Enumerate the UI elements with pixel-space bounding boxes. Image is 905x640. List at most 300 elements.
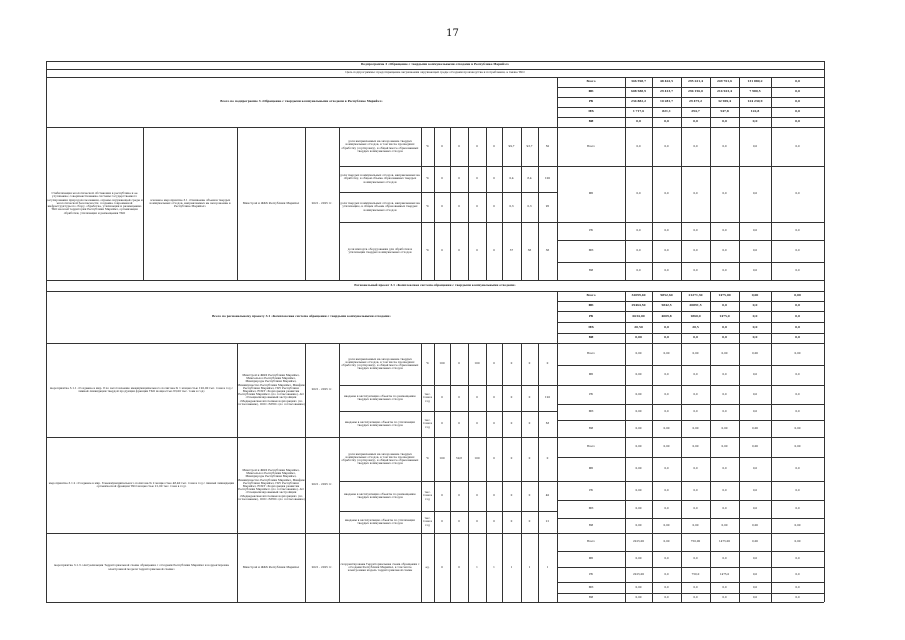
subprogram-total-value-text: 0,0 [722,119,727,124]
indicator-value-text: 0 [458,204,460,209]
m311-funding-value-text: 0,00 [752,425,758,430]
activity-funding-value-text: 0,0 [693,228,698,233]
m311-funding-value [710,385,739,404]
indicator-value [434,385,450,411]
m311-funding-value-text: 0,0 [693,372,698,377]
indicator-value [486,533,502,602]
indicator-value [502,511,521,533]
m313-funding-value-text: 1475,0 [719,571,730,576]
indicator-unit-text: ед. [425,564,430,569]
indicator-value-text: 8,4 [527,176,532,181]
m313-period [305,533,339,602]
activity-funding-value-text: 0,0 [664,143,669,148]
indicator-value [468,127,486,166]
indicator-value [521,343,538,385]
subprogram-total-value-text: 131 880,2 [747,79,763,84]
indicator-value [450,511,468,533]
activity-funding-value [739,166,771,222]
indicator-name-text: введены в эксплуатацию объекты по размещению твердых коммунальных отходов [344,491,416,499]
project-total-value-text: 0,0 [693,335,698,340]
activity-funding-source-2 [557,222,625,240]
indicator-value [538,481,557,511]
m312-funding-value [739,481,771,500]
indicator-value-text: 0 [493,361,495,366]
indicator-value [538,437,557,481]
indicator-value [502,533,521,602]
m313-funding-value-text: 0,0 [752,584,758,589]
subprogram-total-value [710,97,739,107]
indicator-value-text: 0 [441,143,443,148]
m312-funding-value [652,457,681,481]
project-total-source-2 [557,311,625,322]
indicator-name-text: доля направленных на захоронение твердых коммунальных отходов, в том числе прошедших обработку (сортировку), в общей массе образованных твердых коммунальных отходов [341,356,419,371]
m313-funding-value [739,533,771,551]
m311-funding-value-text: 0,00 [794,351,801,356]
m311-funding-value [652,385,681,404]
indicator-value-text: 36 [545,248,550,253]
activity-executor-text: Минстрой и ЖКХ Республики Марийэл [242,200,300,205]
project-total-value [771,322,824,333]
project-total-value [625,322,652,333]
indicator-value-text: 36 [527,248,532,253]
subprogram-total-value [625,117,652,127]
indicator-value-text: 0 [476,421,478,426]
m311-funding-value [771,365,824,385]
indicator-value [538,222,557,280]
m312-funding-value [625,500,652,518]
subprogram-total-source-0-text: Всего [586,79,596,84]
subprogram-total-value [710,87,739,97]
m311-funding-value-text: 0,0 [722,409,727,414]
activity-funding-source-3-text: МБ [588,248,594,253]
project-total-value [710,291,739,301]
m313-funding-value-text: 0,00 [635,584,642,589]
m312-funding-source-1 [557,457,625,481]
activity-period-text: 2021 - 2025 гг. [311,200,333,205]
activity-funding-value [739,222,771,240]
m311-funding-value [681,365,710,385]
activity-executor [237,127,305,280]
m311-funding-value-text: 0,0 [795,409,800,414]
indicator-value-text: 0 [458,176,460,181]
m312-funding-value-text: 0,0 [722,466,727,471]
m313-funding-value [771,533,824,551]
subprogram-total-value [681,107,710,117]
activity-funding-source-4 [557,262,625,280]
indicator-name [339,166,421,192]
activity-funding-value [710,240,739,262]
indicator-value [538,127,557,166]
indicator-value-text: 0 [493,204,495,209]
indicator-value [450,533,468,602]
indicator-value [486,166,502,192]
activity-funding-source-0-text: Всего [586,143,596,148]
project-total-value [739,291,771,301]
project-total-value [652,301,681,311]
m313-funding-value-text: 0,0 [795,584,800,589]
subprogram-total-value-text: 0,0 [795,89,800,94]
indicator-unit-text: тыс. тонн в год [422,392,433,403]
indicator-unit [421,511,434,533]
m313-funding-source-1-text: ФБ [588,556,594,561]
m311-funding-value-text: 0,0 [795,372,800,377]
indicator-name-text: скорректирована Территориальная схема обращения с отходами Республики Марийэл, в том числе электронная модель территориальной схемы [340,561,420,573]
m312-funding-value [739,500,771,518]
indicator-value-text: 0 [476,519,478,524]
activity-funding-value [625,127,652,166]
m313-funding-value-text: 0,0 [693,584,698,589]
m311-funding-source-0-text: Всего [586,351,596,356]
project-total-source-3 [557,322,625,333]
indicator-value-text: 0 [546,456,549,461]
m312-funding-value-text: 0,00 [752,522,758,527]
project-total-value-text: 5842,5 [661,303,672,308]
project-total-source-4-text: ВИ [588,335,594,340]
indicator-value-text: 100 [474,361,480,366]
indicator-unit [421,533,434,602]
m311-funding-value [652,343,681,365]
m312-funding-value [681,481,710,500]
m312-funding-value [771,437,824,457]
activity-funding-value-text: 0,0 [795,228,800,233]
project-total-value [681,322,710,333]
m311-funding-value-text: 0,0 [693,391,698,396]
project-total-label [46,291,557,343]
m312-funding-value-text: 0,00 [794,444,801,449]
indicator-unit-text: % [426,176,429,181]
activity-funding-value-text: 0,0 [752,191,758,196]
m313-funding-value [681,551,710,567]
subprogram-total-value [652,117,681,127]
project-total-value-text: 0,0 [795,335,800,340]
indicator-value [521,166,538,192]
activity-funding-value-text: 0,0 [795,143,800,148]
m312-funding-value [771,518,824,533]
subprogram-total-value [681,87,710,97]
m312-funding-source-4 [557,518,625,533]
subprogram-total-source-1-text: ФБ [588,89,594,94]
project-total-value-text: 21271,30 [688,293,703,298]
program-table [46,61,824,603]
m311-funding-value [652,365,681,385]
activity-funding-value-text: 0,0 [752,268,758,273]
m311-funding-value-text: 0,0 [693,409,698,414]
m312-funding-value [652,500,681,518]
indicator-value-text: 95 [545,204,550,209]
subprogram-total-value-text: 608 588,9 [631,89,646,94]
subprogram-total-value-text: 124 230,9 [747,99,763,104]
m313-funding-value-text: 0,00 [663,539,670,544]
m311-funding-value-text: 0,0 [795,391,800,396]
indicator-value-text: 0 [458,395,460,400]
subprogram-total-source-3-text: МБ [588,109,594,114]
indicator-value [434,127,450,166]
indicator-value [521,511,538,533]
m313-name [46,533,237,602]
subprogram-total-value [771,117,824,127]
page-number: 17 [446,28,459,39]
activity-funding-value [625,240,652,262]
m312-funding-value [625,481,652,500]
activity-funding-value-text: 0,0 [752,143,758,148]
activity-funding-value [625,222,652,240]
activity-funding-value-text: 0,0 [752,228,758,233]
subprogram-total-value-text: 29 413,7 [659,89,674,94]
activity-funding-value [625,262,652,280]
indicator-value-text: 0 [441,519,443,524]
indicator-unit [421,222,434,280]
project-total-value [652,311,681,322]
subprogram-total-value-text: 547,8 [720,109,729,114]
indicator-value-text: 0 [441,564,443,569]
subprogram-total-value [739,87,771,97]
m313-funding-value [652,582,681,593]
m311-funding-value [625,343,652,365]
indicator-value-text: 0 [441,421,443,426]
project-total-value-text: 0,0 [752,335,758,340]
m311-funding-value [710,365,739,385]
m311-funding-value-text: 0,00 [635,372,642,377]
activity-name [143,127,237,280]
indicator-name [339,481,421,511]
activity-funding-value-text: 0,0 [693,143,698,148]
m311-funding-value-text: 0,00 [692,425,699,430]
project-total-value-text: 6634,00 [632,313,645,318]
project-total-value-text: 20891,5 [689,303,702,308]
m311-funding-value [652,404,681,420]
indicator-unit-text: % [426,204,429,209]
m313-funding-value [710,582,739,593]
m312-funding-source-1-text: ФБ [588,466,594,471]
project-total-value-text: 1475,00 [718,293,731,298]
indicator-name-text: доля направленных на захоронение твердых коммунальных отходов, в том числе прошедших обработку (сортировку), в общей массе образованных твердых коммунальных отходов [341,451,419,466]
indicator-value-text: 0,3 [527,204,532,209]
indicator-value-text: 1 [546,564,549,569]
m313-funding-value-text: 0,0 [722,584,727,589]
m312-funding-value-text: 0,0 [752,487,758,492]
indicator-value-text: 0 [458,519,460,524]
m313-funding-value-text: 0,0 [664,584,669,589]
indicator-value [434,343,450,385]
indicator-value-text: 0 [528,519,531,524]
activity-funding-value-text: 0,0 [722,248,727,253]
indicator-value-text: 0 [476,395,478,400]
activity-funding-source-1 [557,166,625,222]
indicator-value [502,385,521,411]
subprogram-total-source-2-text: РБ [588,99,594,104]
activity-funding-value [625,166,652,222]
activity-funding-value-text: 0,0 [795,191,800,196]
activity-funding-value [771,240,824,262]
m311-period-text: 2021 - 2025 гг. [311,387,333,392]
indicator-value [434,511,450,533]
m311-funding-value-text: 0,00 [692,351,699,356]
m311-funding-source-0 [557,343,625,365]
activity-funding-value [710,222,739,240]
m311-funding-value-text: 0,0 [664,372,669,377]
project-total-value [710,322,739,333]
indicator-unit-text: тыс. тонн в год [422,418,433,429]
subprogram-total-value-text: 346 598,7 [631,79,646,84]
m312-funding-value [652,437,681,457]
m313-funding-source-0 [557,533,625,551]
project-total-value [681,291,710,301]
indicator-unit [421,192,434,222]
m312-name [46,437,237,533]
indicator-value-text: 0 [493,456,495,461]
m313-funding-value [652,533,681,551]
indicator-value-text: 120 [544,395,551,400]
subprogram-total-value [771,87,824,97]
activity-funding-value [771,222,824,240]
indicator-name [339,192,421,222]
m311-funding-value-text: 0,0 [752,372,758,377]
m313-funding-value-text: 750,0 [691,571,700,576]
subprogram-total-value [739,107,771,117]
indicator-value-text: 0 [493,143,495,148]
m312-funding-value [681,500,710,518]
subprogram-total-value-text: 0,0 [795,109,800,114]
indicator-value-text: 0 [510,421,513,426]
m313-funding-source-3-text: МБ [588,584,594,589]
indicator-unit [421,481,434,511]
m311-funding-value [739,420,771,437]
m312-funding-value [681,518,710,533]
subprogram-total-value [739,97,771,107]
indicator-value-text: 1 [528,564,531,569]
indicator-value [450,343,468,385]
m312-funding-value-text: 0,00 [721,522,728,527]
indicator-value [486,127,502,166]
subprogram-total-value [739,77,771,87]
m313-funding-value-text: 1475,00 [718,539,731,544]
indicator-value [450,411,468,437]
subprogram-total-source-3 [557,107,625,117]
indicator-value [502,166,521,192]
subprogram-total-value [739,117,771,127]
indicator-value-text: 1 [510,564,513,569]
m311-funding-value [681,420,710,437]
indicator-value [450,437,468,481]
indicator-name [339,411,421,437]
subprogram-total-value [652,77,681,87]
m311-funding-source-2-text: РБ [589,391,593,396]
m311-funding-value [625,404,652,420]
indicator-value-text: 0 [528,395,531,400]
project-total-value [771,311,824,322]
subprogram-total-value-text: 122,8 [750,109,760,114]
indicator-value [468,166,486,192]
indicator-value-text: 0 [510,519,513,524]
m312-funding-value [739,457,771,481]
m313-funding-source-1 [557,551,625,567]
m313-funding-value-text: 0,00 [635,556,642,561]
indicator-value-text: 0 [458,493,460,498]
indicator-value [521,385,538,411]
subprogram-total-source-4-text: ВИ [588,119,594,124]
m313-funding-value [710,551,739,567]
m311-funding-value-text: 0,0 [752,391,758,396]
subprogram-title-text: Подпрограмма 3 «Обращение с твердыми коммунальными отходами в Республике Марийэл» [360,62,510,67]
project-total-value [625,311,652,322]
subprogram-total-value [652,97,681,107]
m311-funding-value [771,385,824,404]
subprogram-total-source-0 [557,77,625,87]
m311-funding-source-3 [557,404,625,420]
activity-funding-value-text: 0,0 [636,268,641,273]
indicator-value-text: 0 [510,456,513,461]
m313-funding-source-4 [557,593,625,602]
subprogram-total-value-text: 294 156,0 [688,89,703,94]
m313-funding-value [771,551,824,567]
activity-funding-value [681,127,710,166]
indicator-value-text: 1 [493,564,495,569]
indicator-unit-text: % [426,248,429,253]
indicator-value [450,127,468,166]
indicator-unit-text: тыс. тонн в год [422,516,433,527]
m313-funding-value [681,533,710,551]
project-total-value-text: 20,50 [634,324,643,329]
subprogram-total-value [771,97,824,107]
m312-funding-value [652,481,681,500]
m313-funding-value [710,593,739,602]
activity-funding-value [681,222,710,240]
indicator-name [339,533,421,602]
indicator-name [339,385,421,411]
m313-funding-value-text: 0,0 [722,556,727,561]
activity-name-text: основное мероприятие 3.1 «Снижение объемов твердых коммунальных отходов, направляемых на захоронение в Республике Марийэл» [149,197,231,209]
activity-funding-value [710,262,739,280]
m312-period [305,437,339,533]
project-total-value [710,333,739,343]
subprogram-total-value-text: 7 980,5 [749,89,761,94]
subprogram-total-source-1 [557,87,625,97]
indicator-value [468,343,486,385]
m312-funding-value [710,518,739,533]
m312-executor-text: Минстрой и ЖКХ Республики Марийэл, Минсельхоз Республики Марийэл, Минприроды Республики Марийэл, Минимущество Республики Марийэл, Минфин Республики Марийэл, ГКУ Республики Марийэл, ЕСКУ «Корпорация развития Республики Марийэл» (по согласованию), АО «Специализированный застройщик «Медведевская ипотечная корпорация» (по согласованию), ООО «МЭО» (по согласованию) [237,467,305,501]
indicator-value-text: 0 [528,493,531,498]
m312-funding-value-text: 0,00 [692,444,699,449]
indicator-unit [421,127,434,166]
subprogram-total-value-text: 249 761,6 [717,79,732,84]
indicator-value [538,192,557,222]
indicator-name-text: введены в эксплуатацию объекты по утилизации твердых коммунальных отходов [345,419,415,427]
subprogram-total-value [710,77,739,87]
subprogram-total-value [681,77,710,87]
indicator-value [538,411,557,437]
subprogram-total-value [771,77,824,87]
indicator-value [450,166,468,192]
indicator-value [434,222,450,280]
indicator-value-text: 0 [493,395,495,400]
activity-funding-value [681,166,710,222]
project-total-value [710,301,739,311]
subprogram-total-value-text: 0,0 [795,119,800,124]
indicator-unit [421,385,434,411]
activity-funding-value [771,127,824,166]
activity-funding-value-text: 0,0 [722,268,727,273]
indicator-value [468,511,486,533]
project-total-value [739,333,771,343]
m311-funding-value [710,343,739,365]
subprogram-total-value [710,117,739,127]
m312-funding-value-text: 0,00 [663,522,670,527]
indicator-value-text: 0 [493,421,495,426]
m311-funding-value-text: 0,00 [635,391,642,396]
indicator-value-text: 0 [493,176,495,181]
indicator-value [486,511,502,533]
subprogram-total-value [625,77,652,87]
